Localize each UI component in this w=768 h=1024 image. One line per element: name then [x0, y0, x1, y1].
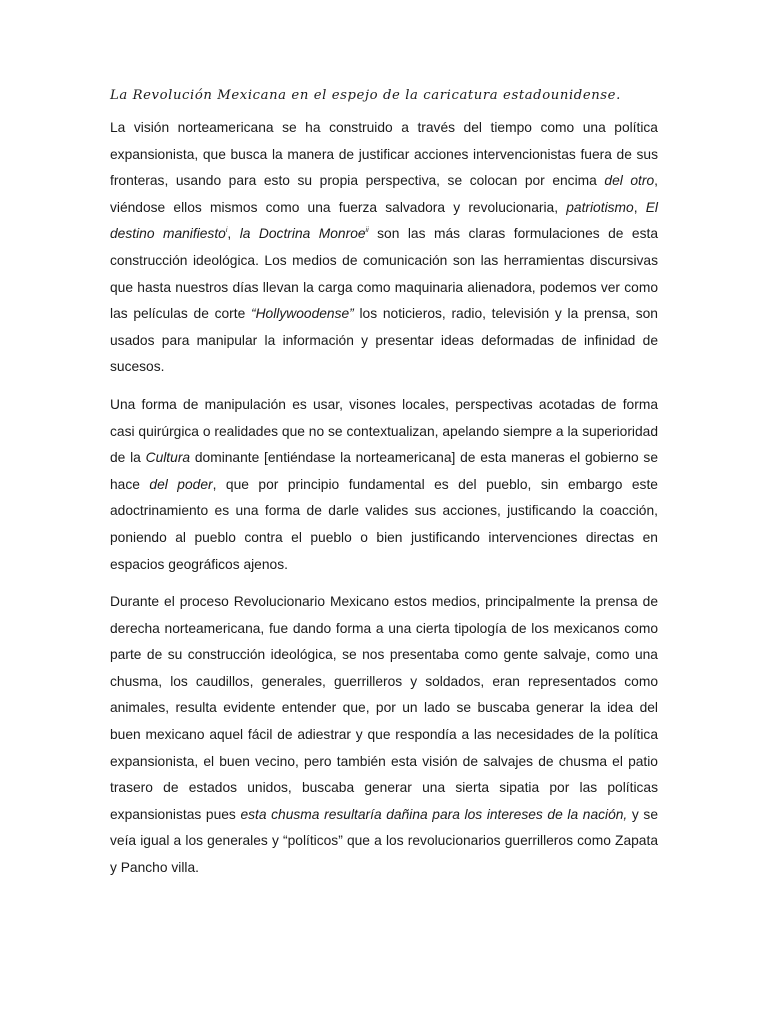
italic-text: esta chusma resultaría dañina para los intereses de la nación,: [240, 806, 628, 822]
text-run: los noticieros, radio, televisión y la prensa, son usados para manipular la información y presentar ideas deformadas de infinidad de sucesos.: [110, 306, 658, 375]
text-run: La visión norteamericana se ha construido a través del tiempo como una política expansionista, que busca la manera de justificar acciones intervencionistas fuera de sus fronteras, usando para esto su propia perspectiva, se colocan por encima: [110, 120, 658, 189]
paragraph: [110, 115, 658, 381]
text-run: ,: [227, 226, 240, 242]
paragraph: [110, 392, 658, 578]
italic-text: “Hollywoodense”: [251, 306, 354, 322]
text-run: son las más claras formulaciones de esta construcción ideológica. Los medios de comunicación son las herramientas discursivas que hasta nuestros días llevan la carga como maquinaria alienadora, podemos ver como las películas de corte: [110, 226, 658, 322]
italic-text: del poder: [149, 476, 213, 492]
text-run: ,: [633, 199, 646, 215]
italic-text: patriotismo: [566, 199, 634, 215]
italic-text: del otro: [604, 173, 655, 189]
footnote-marker: i: [225, 227, 228, 235]
text-run: dominante [entiéndase la norteamericana] de esta maneras el gobierno se hace: [110, 450, 658, 492]
text-run: , que por principio fundamental es del pueblo, sin embargo este adoctrinamiento es una forma de darle valides sus acciones, justificando la coacción, poniendo al pueblo contra el pueblo o bien justificando intervenciones directas en espacios geográficos ajenos.: [110, 476, 658, 572]
paragraph: [110, 589, 658, 882]
footnote-marker: ii: [365, 227, 369, 235]
document-body: [110, 86, 658, 893]
text-run: Durante el proceso Revolucionario Mexicano estos medios, principalmente la prensa de derecha norteamericana, fue dando forma a una cierta tipología de los mexicanos como parte de su construcción ideológica, se nos presentaba como gente salvaje, como una chusma, los caudillos, generales, guerrilleros y soldados, eran representados como animales, resulta evidente entender que, por un lado se buscaba generar la idea del buen mexicano aquel fácil de adiestrar y que respondía a las necesidades de la política expansionista, el buen vecino, pero también esta visión de salvajes de chusma el patio trasero de estados unidos, buscaba generar una sierta sipatia por las políticas expansionistas pues: [110, 594, 658, 822]
text-run: , viéndose ellos mismos como una fuerza salvadora y revolucionaria,: [110, 173, 658, 215]
text-run: Una forma de manipulación es usar, visones locales, perspectivas acotadas de forma casi quirúrgica o realidades que no se contextualizan, apelando siempre a la superioridad de la: [110, 396, 658, 466]
italic-text: Cultura: [145, 450, 191, 466]
italic-text: El destino manifiesto: [110, 199, 658, 242]
text-run: y se veía igual a los generales y “políticos” que a los revolucionarios guerrilleros como Zapata y Pancho villa.: [110, 806, 658, 876]
document-title: La Revolución Mexicana en el espejo de la caricatura estadounidense.: [110, 88, 621, 103]
italic-text: la Doctrina Monroe: [239, 226, 366, 242]
